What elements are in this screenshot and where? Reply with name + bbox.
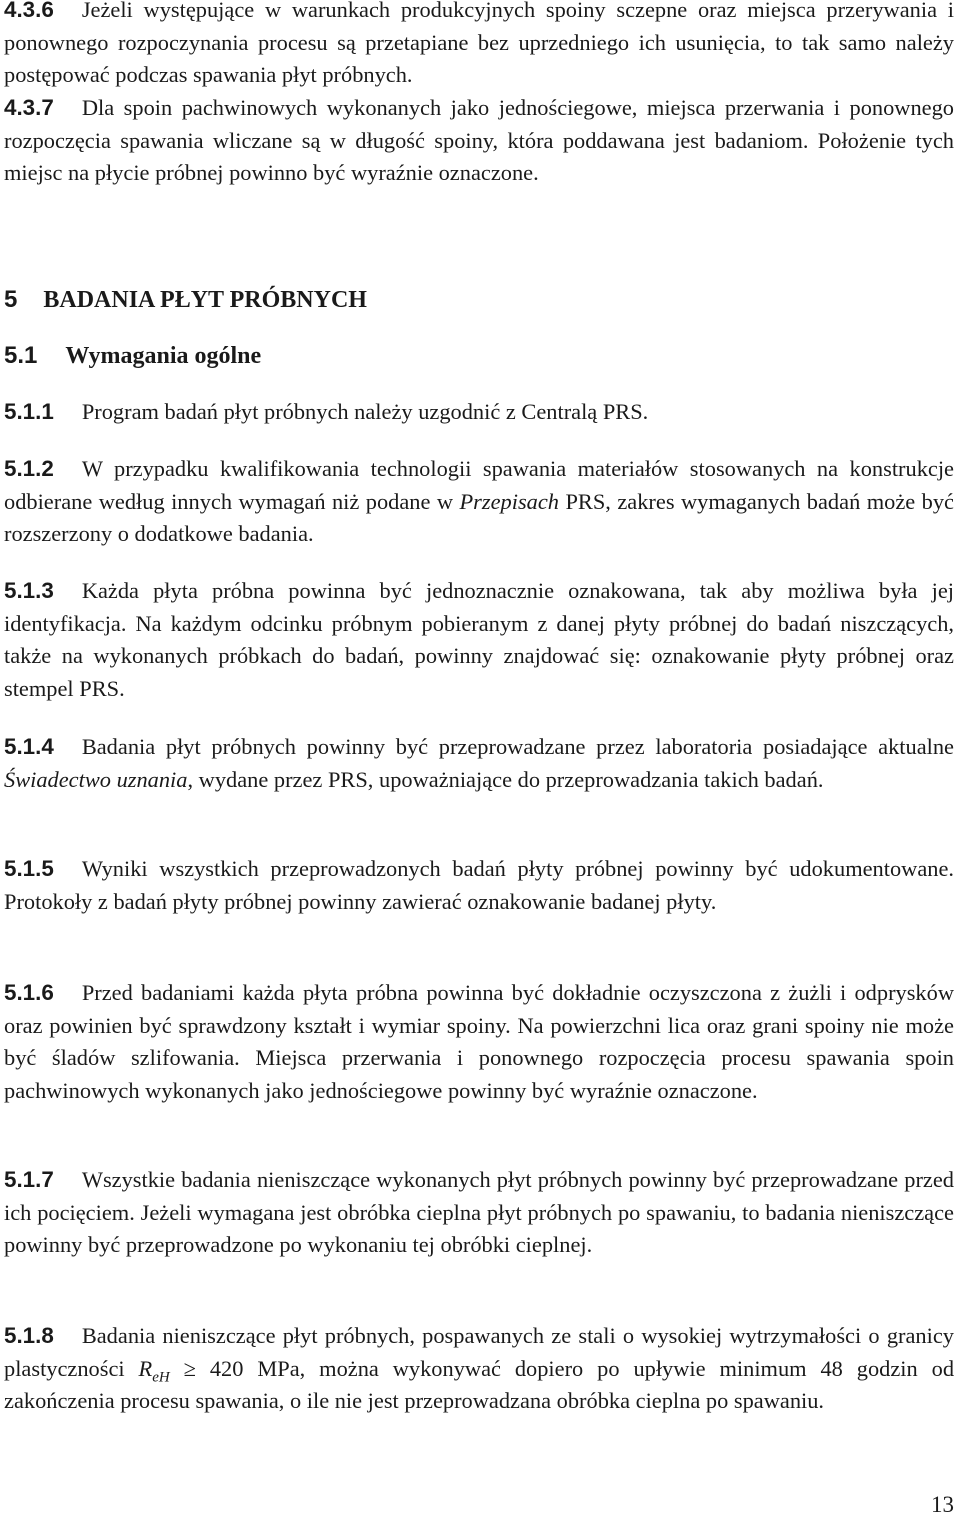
- paragraph-number: 5.1.3: [4, 578, 54, 603]
- page-number: 13: [931, 1492, 954, 1517]
- paragraph-5-1-3: [4, 575, 954, 705]
- symbol-r: R: [138, 1355, 153, 1381]
- symbol-subscript: eH: [152, 1368, 170, 1385]
- paragraph-text: Badania płyt próbnych powinny być przeprowadzane przez laboratoria posiadające aktualne: [81, 734, 954, 759]
- paragraph-text: W przypadku kwalifikowania technologii spawania materiałów stosowanych na konstrukcje odbierane według innych wymagań niż podane w: [4, 456, 954, 514]
- heading-title: BADANIA PŁYT PRÓBNYCH: [43, 287, 367, 313]
- paragraph-number: 4.3.6: [4, 0, 54, 22]
- heading-title: Wymagania ogólne: [65, 343, 262, 369]
- section-heading-5: [4, 284, 367, 316]
- paragraph-text-cont: , można wykonywać dopiero po upływie minimum 48 godzin od zakończenia procesu spawania, o ile nie jest przeprowadzana obróbka cieplna po spawaniu.: [4, 1355, 955, 1413]
- paragraph-4-3-7: [4, 92, 954, 190]
- paragraph-text: Program badań płyt próbnych należy uzgodnić z Centralą PRS.: [81, 399, 649, 424]
- paragraph-text: Każda płyta próbna powinna być jednoznacznie oznakowana, tak aby możliwa była jej identyfikacja. Na każdym odcinku próbnym pobieranym z danej płyty próbnej do badań niszczących, także na wykonanych próbkach do badań, powinny znajdować się: oznakowanie płyty próbnej oraz stempel PRS.: [4, 578, 954, 701]
- paragraph-number: 5.1.6: [4, 980, 54, 1005]
- italic-term: Świadectwo uznania: [4, 766, 188, 792]
- paragraph-text: Badania nieniszczące płyt próbnych, pospawanych ze stali o wysokiej wytrzymałości o granicy plastyczności: [4, 1323, 954, 1381]
- paragraph-4-3-6: [4, 0, 954, 92]
- paragraph-text: Przed badaniami każda płyta próbna powinna być dokładnie oczyszczona z żużli i odprysków oraz powinien być sprawdzony kształt i wymiar spoiny. Na powierzchni lica oraz grani spoiny nie może być śladów szlifowania. Miejsca przerwania i ponownego rozpoczęcia procesu spawania spoin pachwinowych wykonanych jako jednościegowe powinny być wyraźnie oznaczone.: [4, 980, 954, 1103]
- paragraph-5-1-8: [4, 1320, 954, 1418]
- paragraph-number: 5.1.1: [4, 399, 54, 424]
- paragraph-text: Jeżeli występujące w warunkach produkcyjnych spoiny sczepne oraz miejsca przerywania i ponownego rozpoczynania procesu są przetapiane bez uprzedniego ich usunięcia, to tak samo należy postępować podczas spawania płyt próbnych.: [4, 0, 954, 87]
- paragraph-number: 5.1.7: [4, 1167, 54, 1192]
- heading-number: 5: [4, 286, 18, 313]
- paragraph-5-1-6: [4, 977, 954, 1107]
- paragraph-number: 4.3.7: [4, 95, 54, 120]
- paragraph-text: Wszystkie badania nieniszczące wykonanych płyt próbnych powinny być przeprowadzane przed ich pocięciem. Jeżeli wymagana jest obróbka cieplna płyt próbnych po spawaniu, to badania nieniszczące powinny być przeprowadzone po wykonaniu tej obróbki cieplnej.: [4, 1167, 954, 1257]
- relation-value: ≥ 420 MPa: [183, 1355, 300, 1381]
- paragraph-number: 5.1.5: [4, 856, 54, 881]
- paragraph-text: Dla spoin pachwinowych wykonanych jako jednościegowe, miejsca przerwania i ponownego rozpoczęcia spawania wliczane są w długość spoiny, która poddawana jest badaniom. Położenie tych miejsc na płycie próbnej powinno być wyraźnie oznaczone.: [4, 95, 954, 185]
- paragraph-5-1-4: [4, 731, 954, 796]
- italic-term: Przepisach: [459, 488, 560, 514]
- paragraph-number: 5.1.8: [4, 1323, 54, 1348]
- paragraph-5-1-5: [4, 853, 954, 918]
- paragraph-5-1-7: [4, 1164, 954, 1262]
- paragraph-5-1-1: [4, 396, 954, 429]
- heading-number: 5.1: [4, 342, 38, 369]
- paragraph-text-cont: , wydane przez PRS, upoważniające do przeprowadzania takich badań.: [187, 766, 824, 792]
- paragraph-number: 5.1.2: [4, 456, 54, 481]
- paragraph-text-cont: PRS, zakres wymaganych badań może być rozszerzony o dodatkowe badania.: [4, 488, 954, 546]
- paragraph-text: Wyniki wszystkich przeprowadzonych badań płyty próbnej powinny być udokumentowane. Protokoły z badań płyty próbnej powinny zawierać oznakowanie badanej płyty.: [4, 856, 954, 914]
- paragraph-number: 5.1.4: [4, 734, 54, 759]
- section-heading-5-1: [4, 340, 261, 372]
- paragraph-5-1-2: [4, 453, 954, 551]
